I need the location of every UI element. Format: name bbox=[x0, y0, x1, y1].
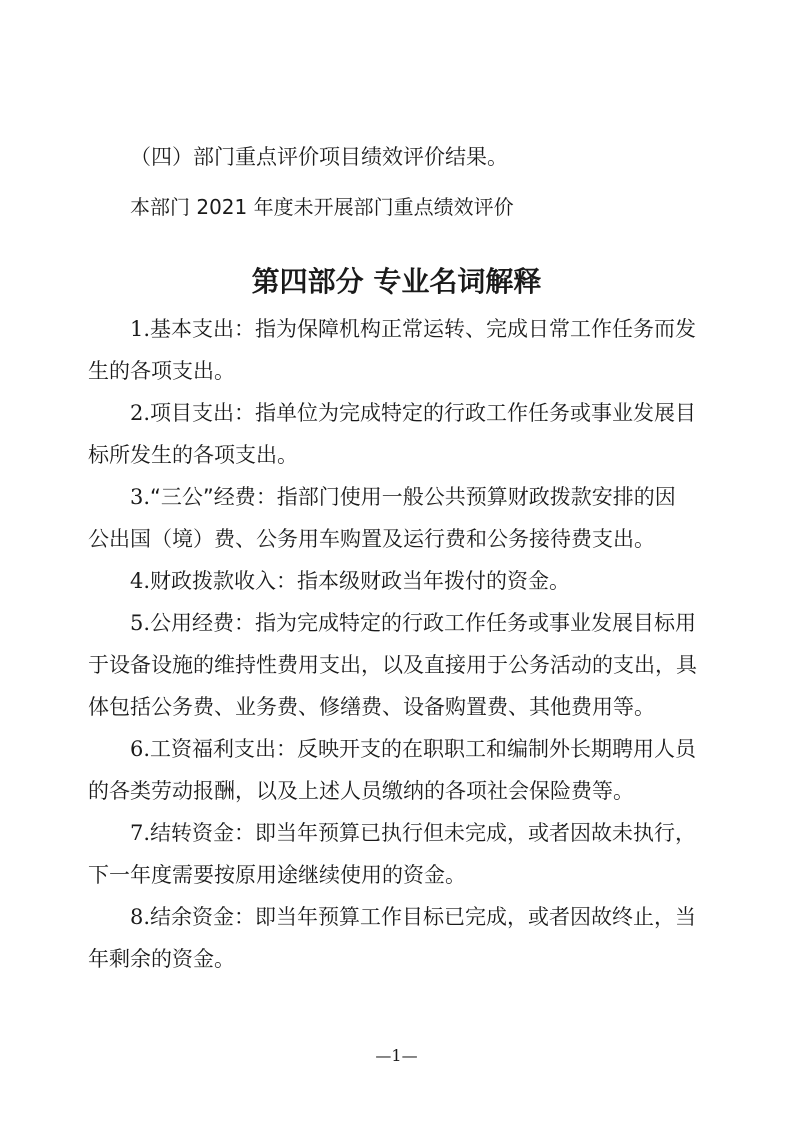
term-3-line-1 bbox=[130, 482, 676, 512]
term-6-line-2: 的各类劳动报酬，以及上述人员缴纳的各项社会保险费等。 bbox=[88, 779, 634, 803]
term-5-line-2: 于设备设施的维持性费用支出，以及直接用于公务活动的支出，具 bbox=[88, 653, 697, 677]
term-1-line-1 bbox=[130, 314, 696, 344]
term-8-text: ：即当年预算工作目标已完成，或者因故终止，当 bbox=[234, 905, 697, 929]
term-1-name: 基本支出 bbox=[150, 317, 235, 341]
term-2-line-1 bbox=[130, 398, 696, 428]
term-1-number: 1. bbox=[130, 317, 151, 341]
term-6-text: ：反映开支的在职职工和编制外长期聘用人员 bbox=[276, 737, 697, 761]
term-8-number: 8. bbox=[130, 905, 151, 929]
part-title: 第四部分 专业名词解释 bbox=[251, 265, 542, 298]
term-1-text: ：指为保障机构正常运转、完成日常工作任务而发 bbox=[234, 317, 697, 341]
term-5-name: 公用经费 bbox=[150, 611, 235, 635]
term-1-line-2: 生的各项支出。 bbox=[88, 359, 235, 383]
section-four-note: 本部门 2021 年度未开展部门重点绩效评价 bbox=[130, 195, 514, 219]
term-2-number: 2. bbox=[130, 401, 151, 425]
term-7-line-2: 下一年度需要按原用途继续使用的资金。 bbox=[88, 863, 466, 887]
term-3-name: “三公”经费 bbox=[150, 485, 256, 509]
term-4-text: ：指本级财政当年拨付的资金。 bbox=[276, 569, 571, 593]
term-5-line-3: 体包括公务费、业务费、修缮费、设备购置费、其他费用等。 bbox=[88, 695, 655, 719]
term-3-number: 3. bbox=[130, 485, 151, 509]
term-4-number: 4. bbox=[130, 569, 151, 593]
term-6-line-1 bbox=[130, 734, 696, 764]
page-number: —1— bbox=[375, 1046, 418, 1065]
term-2-line-2: 标所发生的各项支出。 bbox=[88, 443, 298, 467]
term-7-text: ：即当年预算已执行但未完成，或者因故未执行， bbox=[234, 821, 697, 845]
term-4-line-1 bbox=[130, 566, 570, 596]
term-8-line-1 bbox=[130, 902, 696, 932]
term-8-line-2: 年剩余的资金。 bbox=[88, 947, 235, 971]
term-5-number: 5. bbox=[130, 611, 151, 635]
term-4-name: 财政拨款收入 bbox=[150, 569, 277, 593]
term-7-name: 结转资金 bbox=[150, 821, 235, 845]
term-6-number: 6. bbox=[130, 737, 151, 761]
term-7-line-1 bbox=[130, 818, 696, 848]
term-5-line-1 bbox=[130, 608, 696, 638]
term-3-text: ：指部门使用一般公共预算财政拨款安排的因 bbox=[255, 485, 676, 509]
term-2-text: ：指单位为完成特定的行政工作任务或事业发展目 bbox=[234, 401, 697, 425]
term-6-name: 工资福利支出 bbox=[150, 737, 277, 761]
term-2-name: 项目支出 bbox=[150, 401, 235, 425]
term-3-line-2: 公出国（境）费、公务用车购置及运行费和公务接待费支出。 bbox=[88, 527, 655, 551]
term-5-text: ：指为完成特定的行政工作任务或事业发展目标用 bbox=[234, 611, 697, 635]
term-7-number: 7. bbox=[130, 821, 151, 845]
section-four-heading: （四）部门重点评价项目绩效评价结果。 bbox=[130, 145, 508, 169]
term-8-name: 结余资金 bbox=[150, 905, 235, 929]
